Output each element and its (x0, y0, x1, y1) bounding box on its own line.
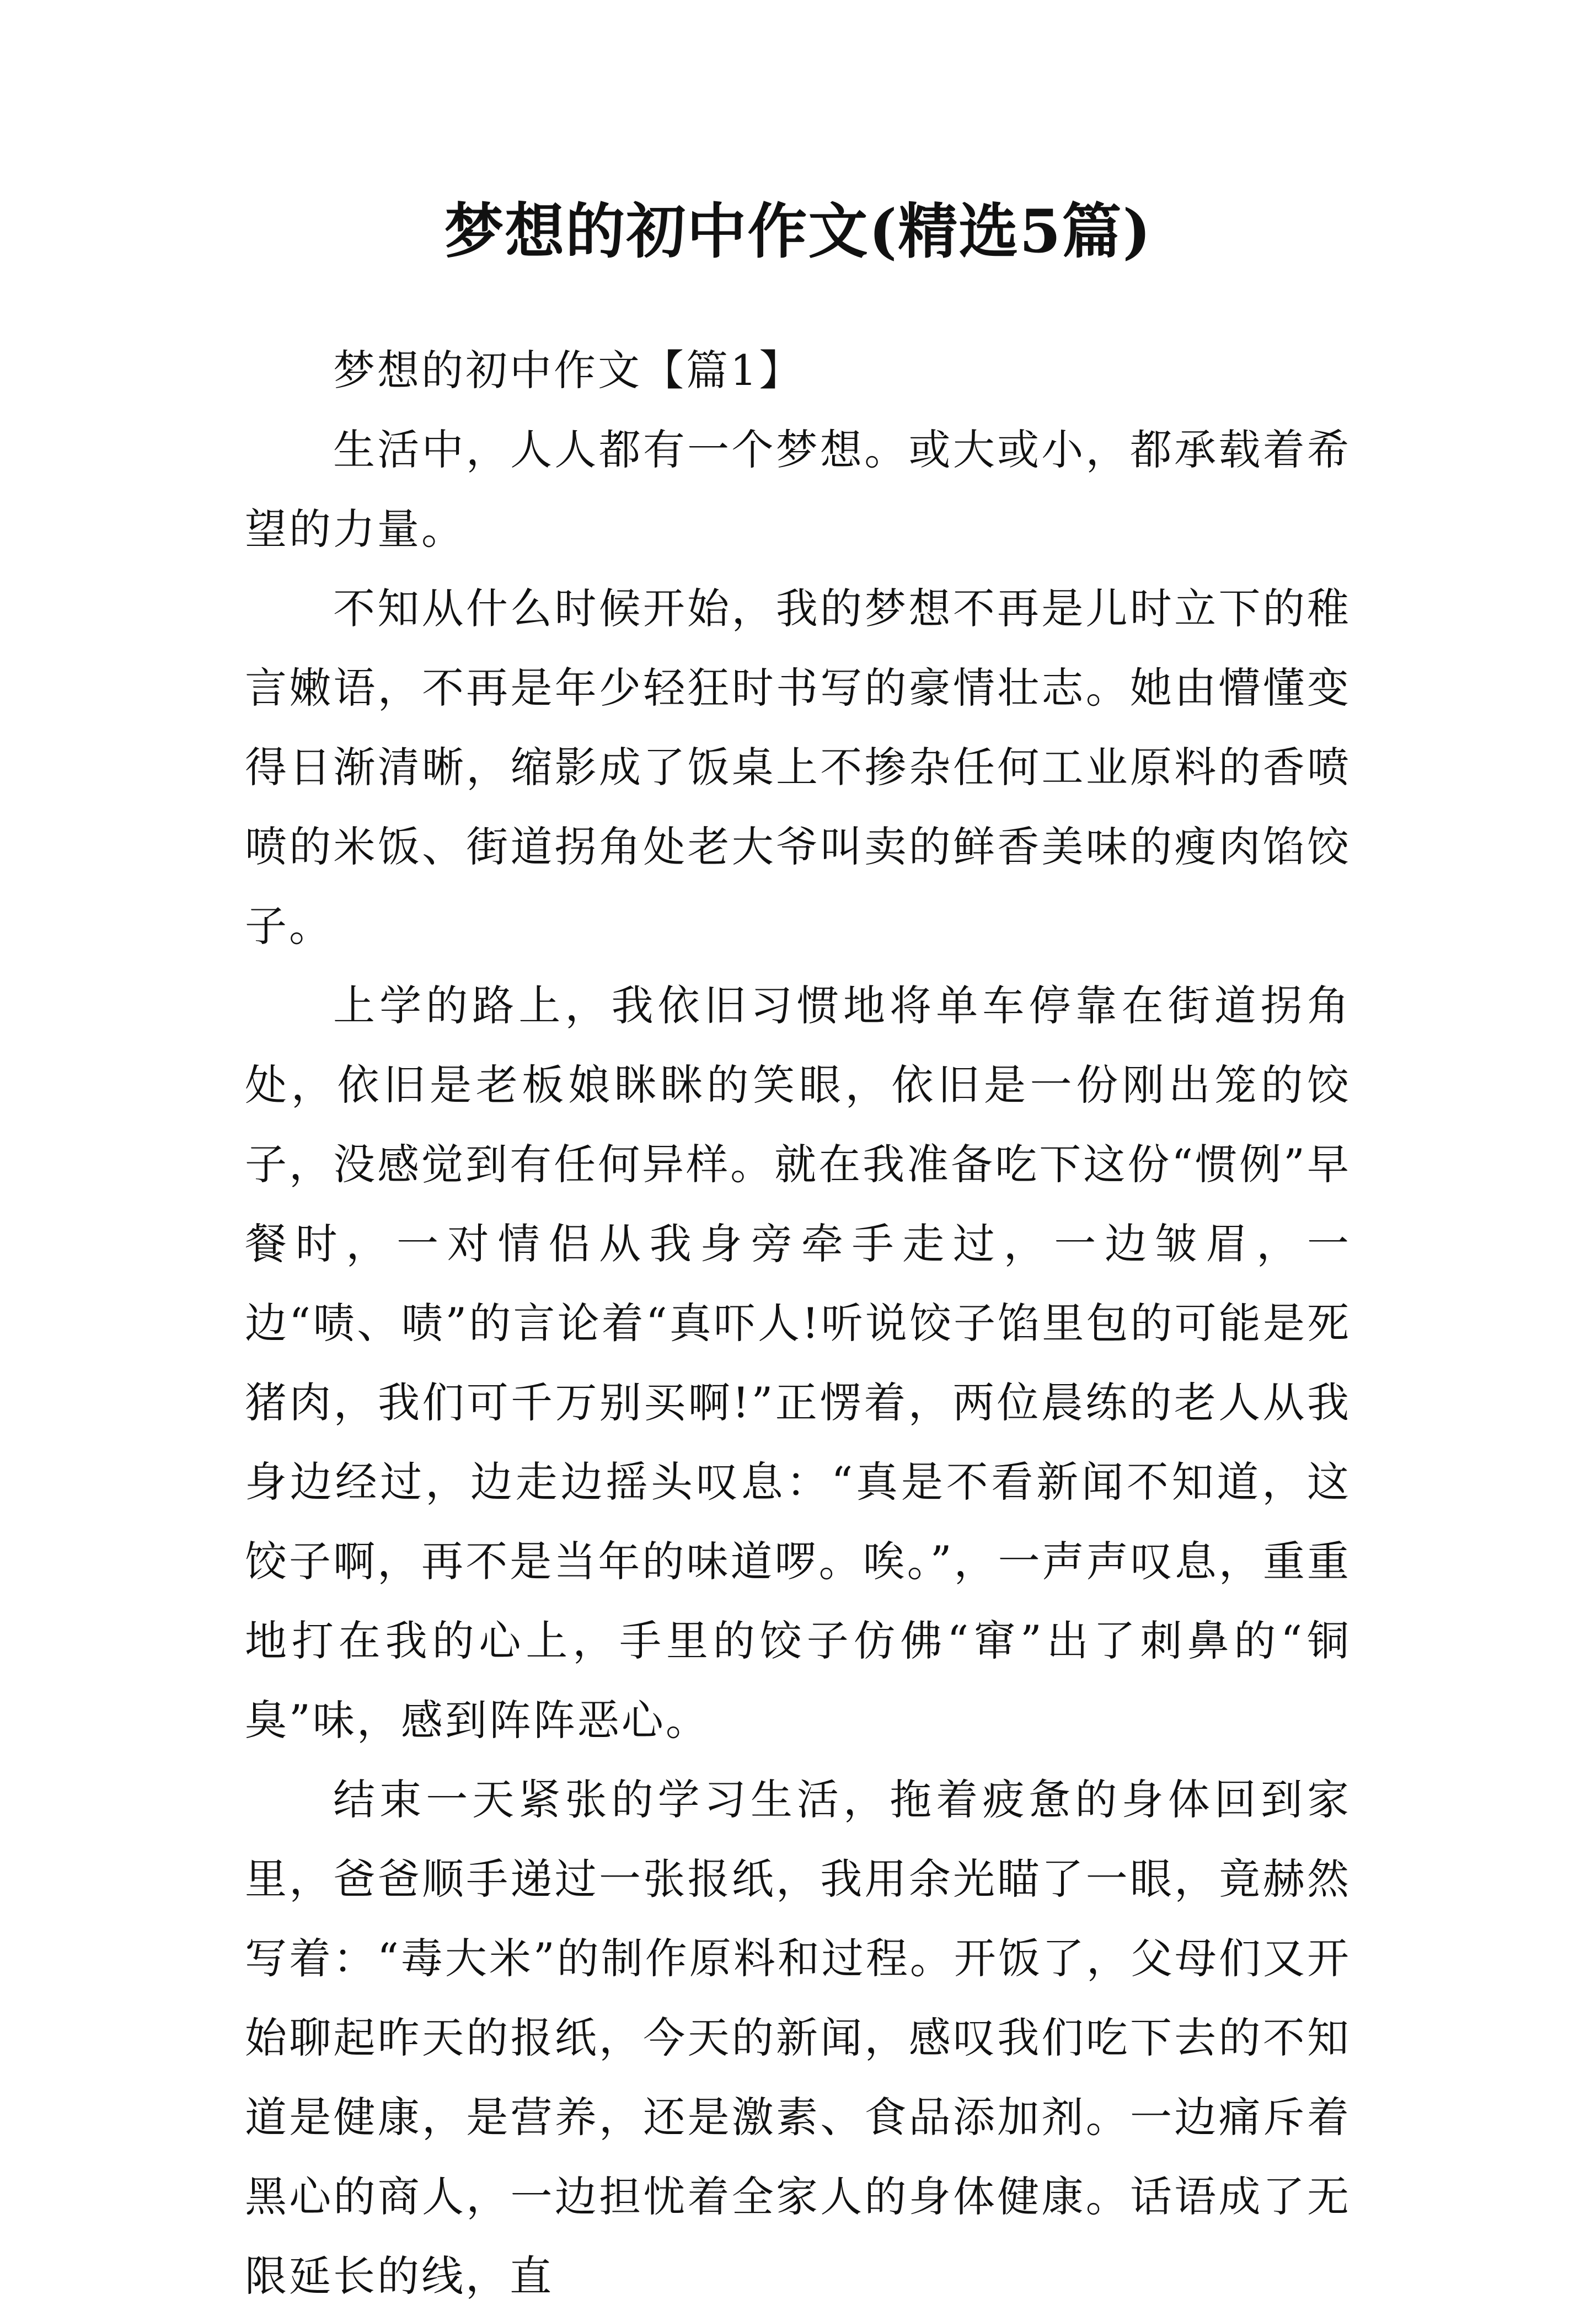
section-heading: 梦想的初中作文【篇1】 (333, 346, 804, 395)
document-title: 梦想的初中作文(精选5篇) (444, 197, 1152, 266)
paragraph-4: 结束一天紧张的学习生活，拖着疲惫的身体回到家里，爸爸顺手递过一张报纸，我用余光瞄了一眼，竟赫然写着：“毒大米”的制作原料和过程。开饭了，父母们又开始聊起昨天的报纸，今天的新闻，感叹我们吃下去的不知道是健康，是营养，还是激素、食品添加剂。一边痛斥着黑心的商人，一边担忧着全家人的身体健康。话语成了无限延长的线，直 (245, 1775, 1351, 2301)
document-body (245, 331, 1351, 2316)
paragraph-2: 不知从什么时候开始，我的梦想不再是儿时立下的稚言嫩语，不再是年少轻狂时书写的豪情壮志。她由懵懂变得日渐清晰，缩影成了饭桌上不掺杂任何工业原料的香喷喷的米饭、街道拐角处老大爷叫卖的鲜香美味的瘦肉馅饺子。 (245, 584, 1351, 951)
paragraph-1: 生活中，人人都有一个梦想。或大或小，都承载着希望的力量。 (245, 425, 1351, 554)
paragraph-3: 上学的路上，我依旧习惯地将单车停靠在街道拐角处，依旧是老板娘眯眯的笑眼，依旧是一份刚出笼的饺子，没感觉到有任何异样。就在我准备吃下这份“惯例”早餐时，一对情侣从我身旁牵手走过，一边皱眉，一边“啧、啧”的言论着“真吓人!听说饺子馅里包的可能是死猪肉，我们可千万别买啊!”正愣着，两位晨练的老人从我身边经过，边走边摇头叹息：“真是不看新闻不知道，这饺子啊，再不是当年的味道啰。唉。”，一声声叹息，重重地打在我的心上，手里的饺子仿佛“窜”出了刺鼻的“铜臭”味，感到阵阵恶心。 (245, 981, 1351, 1745)
